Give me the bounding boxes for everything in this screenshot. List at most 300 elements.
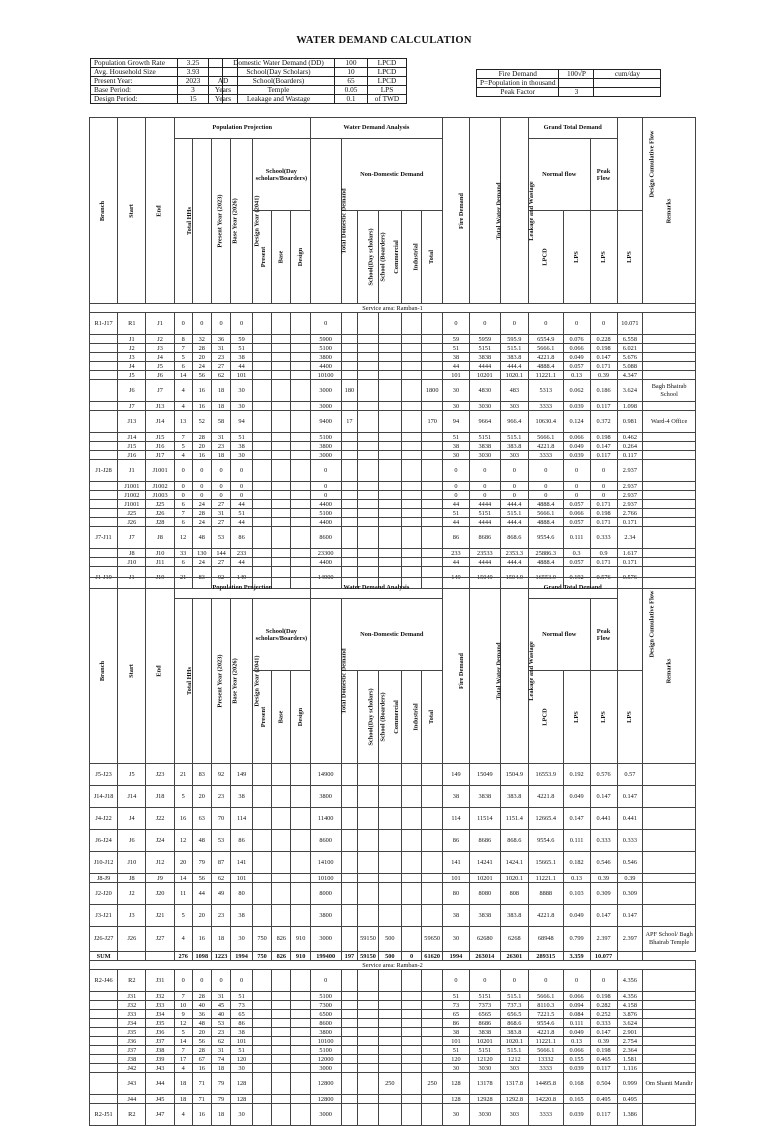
table-cell <box>401 927 422 952</box>
table-cell: 0.186 <box>590 380 617 402</box>
table-cell: 14495.8 <box>528 1073 563 1095</box>
table-cell: 83 <box>192 567 211 589</box>
table-cell <box>378 1055 401 1064</box>
table-cell: 1.581 <box>617 1055 643 1064</box>
table-cell: J34 <box>146 1010 174 1019</box>
parameter-value: 2023 <box>178 77 209 86</box>
table-cell <box>378 500 401 509</box>
table-cell <box>358 852 379 874</box>
column-header <box>469 118 503 304</box>
table-cell <box>358 1028 379 1037</box>
table-cell <box>401 1104 422 1126</box>
table-cell: 38 <box>442 353 469 362</box>
table-cell: 868.6 <box>500 527 528 549</box>
remarks-cell: APF School/ Bagh Bhairab Temple <box>643 927 696 952</box>
table-cell: 23 <box>211 353 230 362</box>
table-cell <box>422 509 443 518</box>
table-cell: J7-J11 <box>90 527 118 549</box>
table-cell <box>291 1064 310 1073</box>
table-cell <box>401 509 422 518</box>
table-cell <box>90 362 118 371</box>
table-cell: J7 <box>118 527 146 549</box>
table-cell <box>401 451 422 460</box>
table-cell: J1 <box>146 313 174 335</box>
table-cell <box>358 549 379 558</box>
table-cell: J4-J22 <box>90 808 118 830</box>
table-cell: 5100 <box>310 344 341 353</box>
parameter-label: Present Year: <box>91 77 178 86</box>
table-cell: J16 <box>118 451 146 460</box>
table-cell: 17 <box>341 411 358 433</box>
table-cell: 13332 <box>528 1055 563 1064</box>
table-cell: 0 <box>528 460 563 482</box>
table-cell <box>291 874 310 883</box>
table-cell <box>252 808 271 830</box>
table-cell <box>90 411 118 433</box>
table-cell: 2.34 <box>617 527 643 549</box>
table-cell: 737.3 <box>500 1001 528 1010</box>
table-cell: 0.171 <box>617 518 643 527</box>
table-cell: 48 <box>192 1019 211 1028</box>
table-cell: 0.3 <box>563 549 590 558</box>
table-row <box>90 927 696 952</box>
column-header-text: Present <box>260 246 268 268</box>
table-cell: 6.021 <box>617 344 643 353</box>
table-cell: 0.252 <box>590 1010 617 1019</box>
table-cell: 87 <box>211 852 230 874</box>
table-cell: J2 <box>146 335 174 344</box>
table-cell <box>341 313 358 335</box>
table-cell: 966.4 <box>500 411 528 433</box>
table-cell <box>272 549 291 558</box>
column-header-text: Design <box>297 707 305 727</box>
table-cell: J3-J21 <box>90 905 118 927</box>
table-cell <box>272 905 291 927</box>
group-header: Non-Domestic Demand <box>341 599 442 671</box>
table-cell: J6 <box>118 380 146 402</box>
table-cell <box>341 549 358 558</box>
table-cell <box>401 500 422 509</box>
table-cell: 0.117 <box>617 451 643 460</box>
table-cell: 62 <box>211 874 230 883</box>
table-cell <box>252 1073 271 1095</box>
table-cell: 0 <box>590 482 617 491</box>
column-header <box>401 671 422 764</box>
column-header-text: Design Year (2041) <box>253 655 261 707</box>
table-cell: 199400 <box>310 952 341 961</box>
parameter-value: 0.1 <box>335 95 368 104</box>
table-cell: J14-J18 <box>90 786 118 808</box>
table-cell <box>291 380 310 402</box>
table-cell: 28 <box>192 509 211 518</box>
group-header: Water Demand Analysis <box>310 578 442 599</box>
table-cell <box>358 433 379 442</box>
table-cell: 65 <box>442 1010 469 1019</box>
column-header <box>310 139 348 304</box>
table-cell: 2.937 <box>617 500 643 509</box>
table-cell <box>378 353 401 362</box>
table-cell <box>422 1019 443 1028</box>
table-cell: 7 <box>174 992 192 1001</box>
table-cell: 48 <box>192 830 211 852</box>
table-cell: 383.8 <box>500 1028 528 1037</box>
table-cell <box>401 1019 422 1028</box>
remarks-cell <box>643 1055 696 1064</box>
table-cell <box>401 335 422 344</box>
table-cell <box>358 874 379 883</box>
table-cell <box>272 362 291 371</box>
table-cell <box>272 1095 291 1104</box>
table-cell <box>272 1037 291 1046</box>
table-cell <box>422 518 443 527</box>
table-row <box>90 1010 696 1019</box>
table-cell: 250 <box>422 1073 443 1095</box>
column-header <box>192 599 224 764</box>
table-cell: J25 <box>118 509 146 518</box>
column-header <box>310 599 348 764</box>
table-cell <box>90 549 118 558</box>
table-cell: J33 <box>118 1010 146 1019</box>
table-cell <box>401 1095 422 1104</box>
table-cell <box>358 1095 379 1104</box>
remarks-cell <box>643 764 696 786</box>
table-cell: 61620 <box>422 952 443 961</box>
column-header-text: LPS <box>625 711 633 723</box>
table-cell: 6 <box>174 500 192 509</box>
table-cell <box>272 1001 291 1010</box>
table-cell <box>358 509 379 518</box>
table-cell <box>272 353 291 362</box>
table-cell <box>90 1019 118 1028</box>
table-cell: 3800 <box>310 905 341 927</box>
table-cell: 8 <box>174 335 192 344</box>
table-cell: J16 <box>146 442 174 451</box>
table-cell: 101 <box>442 371 469 380</box>
column-header <box>422 671 443 764</box>
table-cell: 0 <box>442 313 469 335</box>
table-cell <box>341 1055 358 1064</box>
table-cell: 8080 <box>469 883 500 905</box>
table-cell: 515.1 <box>500 344 528 353</box>
table-cell: 383.8 <box>500 786 528 808</box>
remarks-cell <box>643 353 696 362</box>
table-cell <box>341 1010 358 1019</box>
remarks-cell <box>643 527 696 549</box>
table-cell: 0.504 <box>590 1073 617 1095</box>
page-title: WATER DEMAND CALCULATION <box>296 35 472 46</box>
table-cell: J1 <box>118 567 146 589</box>
table-cell <box>272 764 291 786</box>
table-cell <box>291 883 310 905</box>
table-cell <box>401 905 422 927</box>
table-cell: 25886.3 <box>528 549 563 558</box>
table-cell <box>341 927 358 952</box>
table-cell <box>422 852 443 874</box>
table-cell: 7 <box>174 509 192 518</box>
table-cell: 1800 <box>422 380 443 402</box>
table-cell: 30 <box>231 927 253 952</box>
table-cell: 3800 <box>310 442 341 451</box>
group-header: Grand Total Demand <box>528 118 617 139</box>
table-cell: 30 <box>442 402 469 411</box>
table-cell <box>422 353 443 362</box>
table-cell: 0.155 <box>563 1055 590 1064</box>
parameter-row <box>223 95 407 104</box>
remarks-cell <box>643 1095 696 1104</box>
table-cell: 0 <box>442 460 469 482</box>
table-cell: 5 <box>174 442 192 451</box>
table-cell <box>378 509 401 518</box>
table-cell: 0.182 <box>563 852 590 874</box>
table-cell <box>378 460 401 482</box>
remarks-cell <box>643 874 696 883</box>
table-cell: 383.8 <box>500 442 528 451</box>
column-header-text: Start <box>127 203 135 218</box>
group-header: Population Projection <box>174 578 310 599</box>
table-cell: 70 <box>211 808 230 830</box>
column-header-text: LPS <box>572 251 580 263</box>
table-cell: 11221.1 <box>528 874 563 883</box>
table-cell <box>422 460 443 482</box>
table-cell <box>401 433 422 442</box>
table-cell: 14 <box>174 371 192 380</box>
table-cell: 5666.1 <box>528 433 563 442</box>
table-cell <box>291 992 310 1001</box>
column-header-text: LPS <box>572 711 580 723</box>
table-cell <box>358 1037 379 1046</box>
remarks-cell <box>643 1028 696 1037</box>
parameter-value: 15 <box>178 95 209 104</box>
table-cell: 71 <box>192 1073 211 1095</box>
column-header <box>192 139 224 304</box>
table-cell <box>272 852 291 874</box>
column-header <box>174 599 192 764</box>
table-cell: 2.364 <box>617 1046 643 1055</box>
parameters-right-table <box>476 69 661 97</box>
table-row <box>90 874 696 883</box>
table-cell <box>272 527 291 549</box>
table-cell: 0.147 <box>590 905 617 927</box>
table-row <box>90 518 696 527</box>
table-cell: 79 <box>211 1073 230 1095</box>
parameter-label: Base Period: <box>91 86 178 95</box>
table-cell: 44 <box>442 558 469 567</box>
table-cell: 3.624 <box>617 1019 643 1028</box>
table-cell: 0.076 <box>563 335 590 344</box>
column-header <box>118 578 146 764</box>
table-cell: 3000 <box>310 1104 341 1126</box>
table-cell: 0.228 <box>590 335 617 344</box>
table-cell: 6268 <box>500 927 528 952</box>
group-header: Non-Domestic Demand <box>341 139 442 211</box>
table-row <box>90 905 696 927</box>
column-header-text: School (Boarders) <box>379 232 387 282</box>
table-cell <box>401 1064 422 1073</box>
remarks-cell <box>643 830 696 852</box>
table-cell: 5666.1 <box>528 1046 563 1055</box>
table-cell <box>272 970 291 992</box>
table-cell: 23300 <box>310 549 341 558</box>
table-cell: 20 <box>192 786 211 808</box>
table-cell: 27 <box>211 558 230 567</box>
table-cell: 0 <box>174 491 192 500</box>
parameter-label: Temple <box>223 86 335 95</box>
column-header-text: Remarks <box>665 198 673 223</box>
header-row <box>90 578 696 599</box>
table-cell: 0.066 <box>563 344 590 353</box>
table-cell: 0.165 <box>563 1095 590 1104</box>
table-cell: 0.333 <box>617 830 643 852</box>
table-cell <box>358 491 379 500</box>
table-cell: 20 <box>192 905 211 927</box>
table-cell: 0.495 <box>617 1095 643 1104</box>
table-cell <box>378 852 401 874</box>
table-cell: 0.124 <box>563 411 590 433</box>
table-cell <box>291 1019 310 1028</box>
table-cell: 0.066 <box>563 1046 590 1055</box>
table-cell: 8686 <box>469 527 500 549</box>
table-cell: J1002 <box>146 482 174 491</box>
table-cell <box>252 411 271 433</box>
table-cell: 114 <box>231 808 253 830</box>
table-cell <box>378 482 401 491</box>
table-cell: 0 <box>469 482 500 491</box>
table-cell <box>252 1037 271 1046</box>
table-cell: 0 <box>469 970 500 992</box>
table-cell: 0.147 <box>617 905 643 927</box>
table-cell <box>291 808 310 830</box>
remarks-cell <box>643 482 696 491</box>
parameter-value: 100√P <box>559 70 594 79</box>
table-cell <box>272 344 291 353</box>
table-cell: 0 <box>310 491 341 500</box>
table-cell <box>401 1001 422 1010</box>
parameter-label: Fire Demand <box>477 70 559 79</box>
table-cell <box>358 353 379 362</box>
table-cell <box>422 830 443 852</box>
column-header <box>118 118 146 304</box>
table-cell <box>422 1095 443 1104</box>
table-cell: 3333 <box>528 402 563 411</box>
table-row <box>90 1028 696 1037</box>
table-cell <box>90 509 118 518</box>
table-cell <box>401 764 422 786</box>
table-cell: 1098 <box>192 952 211 961</box>
table-cell <box>341 335 358 344</box>
table-row <box>90 1095 696 1104</box>
table-cell: 0.372 <box>590 411 617 433</box>
header-row <box>90 118 696 139</box>
table-cell: 444.4 <box>500 500 528 509</box>
table-cell <box>358 883 379 905</box>
parameters-middle-table <box>222 58 407 104</box>
table-cell: 0.094 <box>563 1001 590 1010</box>
table-cell <box>378 549 401 558</box>
table-cell: J7 <box>118 402 146 411</box>
table-cell: 51 <box>231 509 253 518</box>
table-cell: 0.192 <box>563 567 590 589</box>
table-cell: 73 <box>442 1001 469 1010</box>
table-cell: 38 <box>442 905 469 927</box>
table-cell <box>291 970 310 992</box>
table-cell: 6554.9 <box>528 335 563 344</box>
table-row <box>90 808 696 830</box>
table-cell: 92 <box>211 764 230 786</box>
table-row <box>90 371 696 380</box>
table-cell: 0 <box>401 952 422 961</box>
table-cell: 12665.4 <box>528 808 563 830</box>
table-cell: 4830 <box>469 380 500 402</box>
table-cell: 14900 <box>310 567 341 589</box>
table-cell <box>291 491 310 500</box>
table-cell: J1 <box>118 335 146 344</box>
table-cell <box>358 1104 379 1126</box>
table-cell: 114 <box>442 808 469 830</box>
table-cell <box>401 1073 422 1095</box>
column-header <box>146 578 174 764</box>
table-cell: 0 <box>174 460 192 482</box>
table-cell <box>422 808 443 830</box>
table-cell: 0.057 <box>563 500 590 509</box>
table-cell <box>272 786 291 808</box>
remarks-cell <box>643 509 696 518</box>
table-cell: 0 <box>231 970 253 992</box>
table-cell: 5100 <box>310 433 341 442</box>
table-row <box>90 786 696 808</box>
parameter-unit: LPCD <box>368 68 407 77</box>
table-cell <box>252 1055 271 1064</box>
table-cell <box>401 442 422 451</box>
table-cell: J6 <box>146 371 174 380</box>
table-cell <box>401 482 422 491</box>
table-cell: 5 <box>174 1028 192 1037</box>
table-cell: 68948 <box>528 927 563 952</box>
table-cell: 12800 <box>310 1095 341 1104</box>
table-cell <box>90 1046 118 1055</box>
table-cell: 23 <box>211 1028 230 1037</box>
table-cell <box>272 874 291 883</box>
table-cell <box>252 852 271 874</box>
table-cell: 0 <box>310 482 341 491</box>
table-cell <box>146 952 174 961</box>
table-cell: 4400 <box>310 518 341 527</box>
table-cell: 14241 <box>469 852 500 874</box>
table-cell: 24 <box>192 500 211 509</box>
column-header-text: Design Cumulative Flow <box>648 130 656 198</box>
table-cell: J2-J20 <box>90 883 118 905</box>
parameter-label: Design Period: <box>91 95 178 104</box>
remarks-cell <box>643 1046 696 1055</box>
table-cell: 0 <box>231 460 253 482</box>
table-cell <box>341 1001 358 1010</box>
table-cell: 101 <box>442 1037 469 1046</box>
service-area-row <box>90 304 696 313</box>
table-cell <box>422 442 443 451</box>
table-cell <box>422 371 443 380</box>
table-cell: 0 <box>563 460 590 482</box>
column-header-text: Leakage and Wastage <box>527 180 535 241</box>
column-header <box>146 118 174 304</box>
table-cell <box>90 335 118 344</box>
table-cell <box>291 852 310 874</box>
table-cell: 0.495 <box>590 1095 617 1104</box>
remarks-cell <box>643 1104 696 1126</box>
table-cell <box>118 952 146 961</box>
table-row <box>90 380 696 402</box>
table-cell <box>90 371 118 380</box>
table-cell: 3000 <box>310 1064 341 1073</box>
remarks-cell <box>643 1001 696 1010</box>
